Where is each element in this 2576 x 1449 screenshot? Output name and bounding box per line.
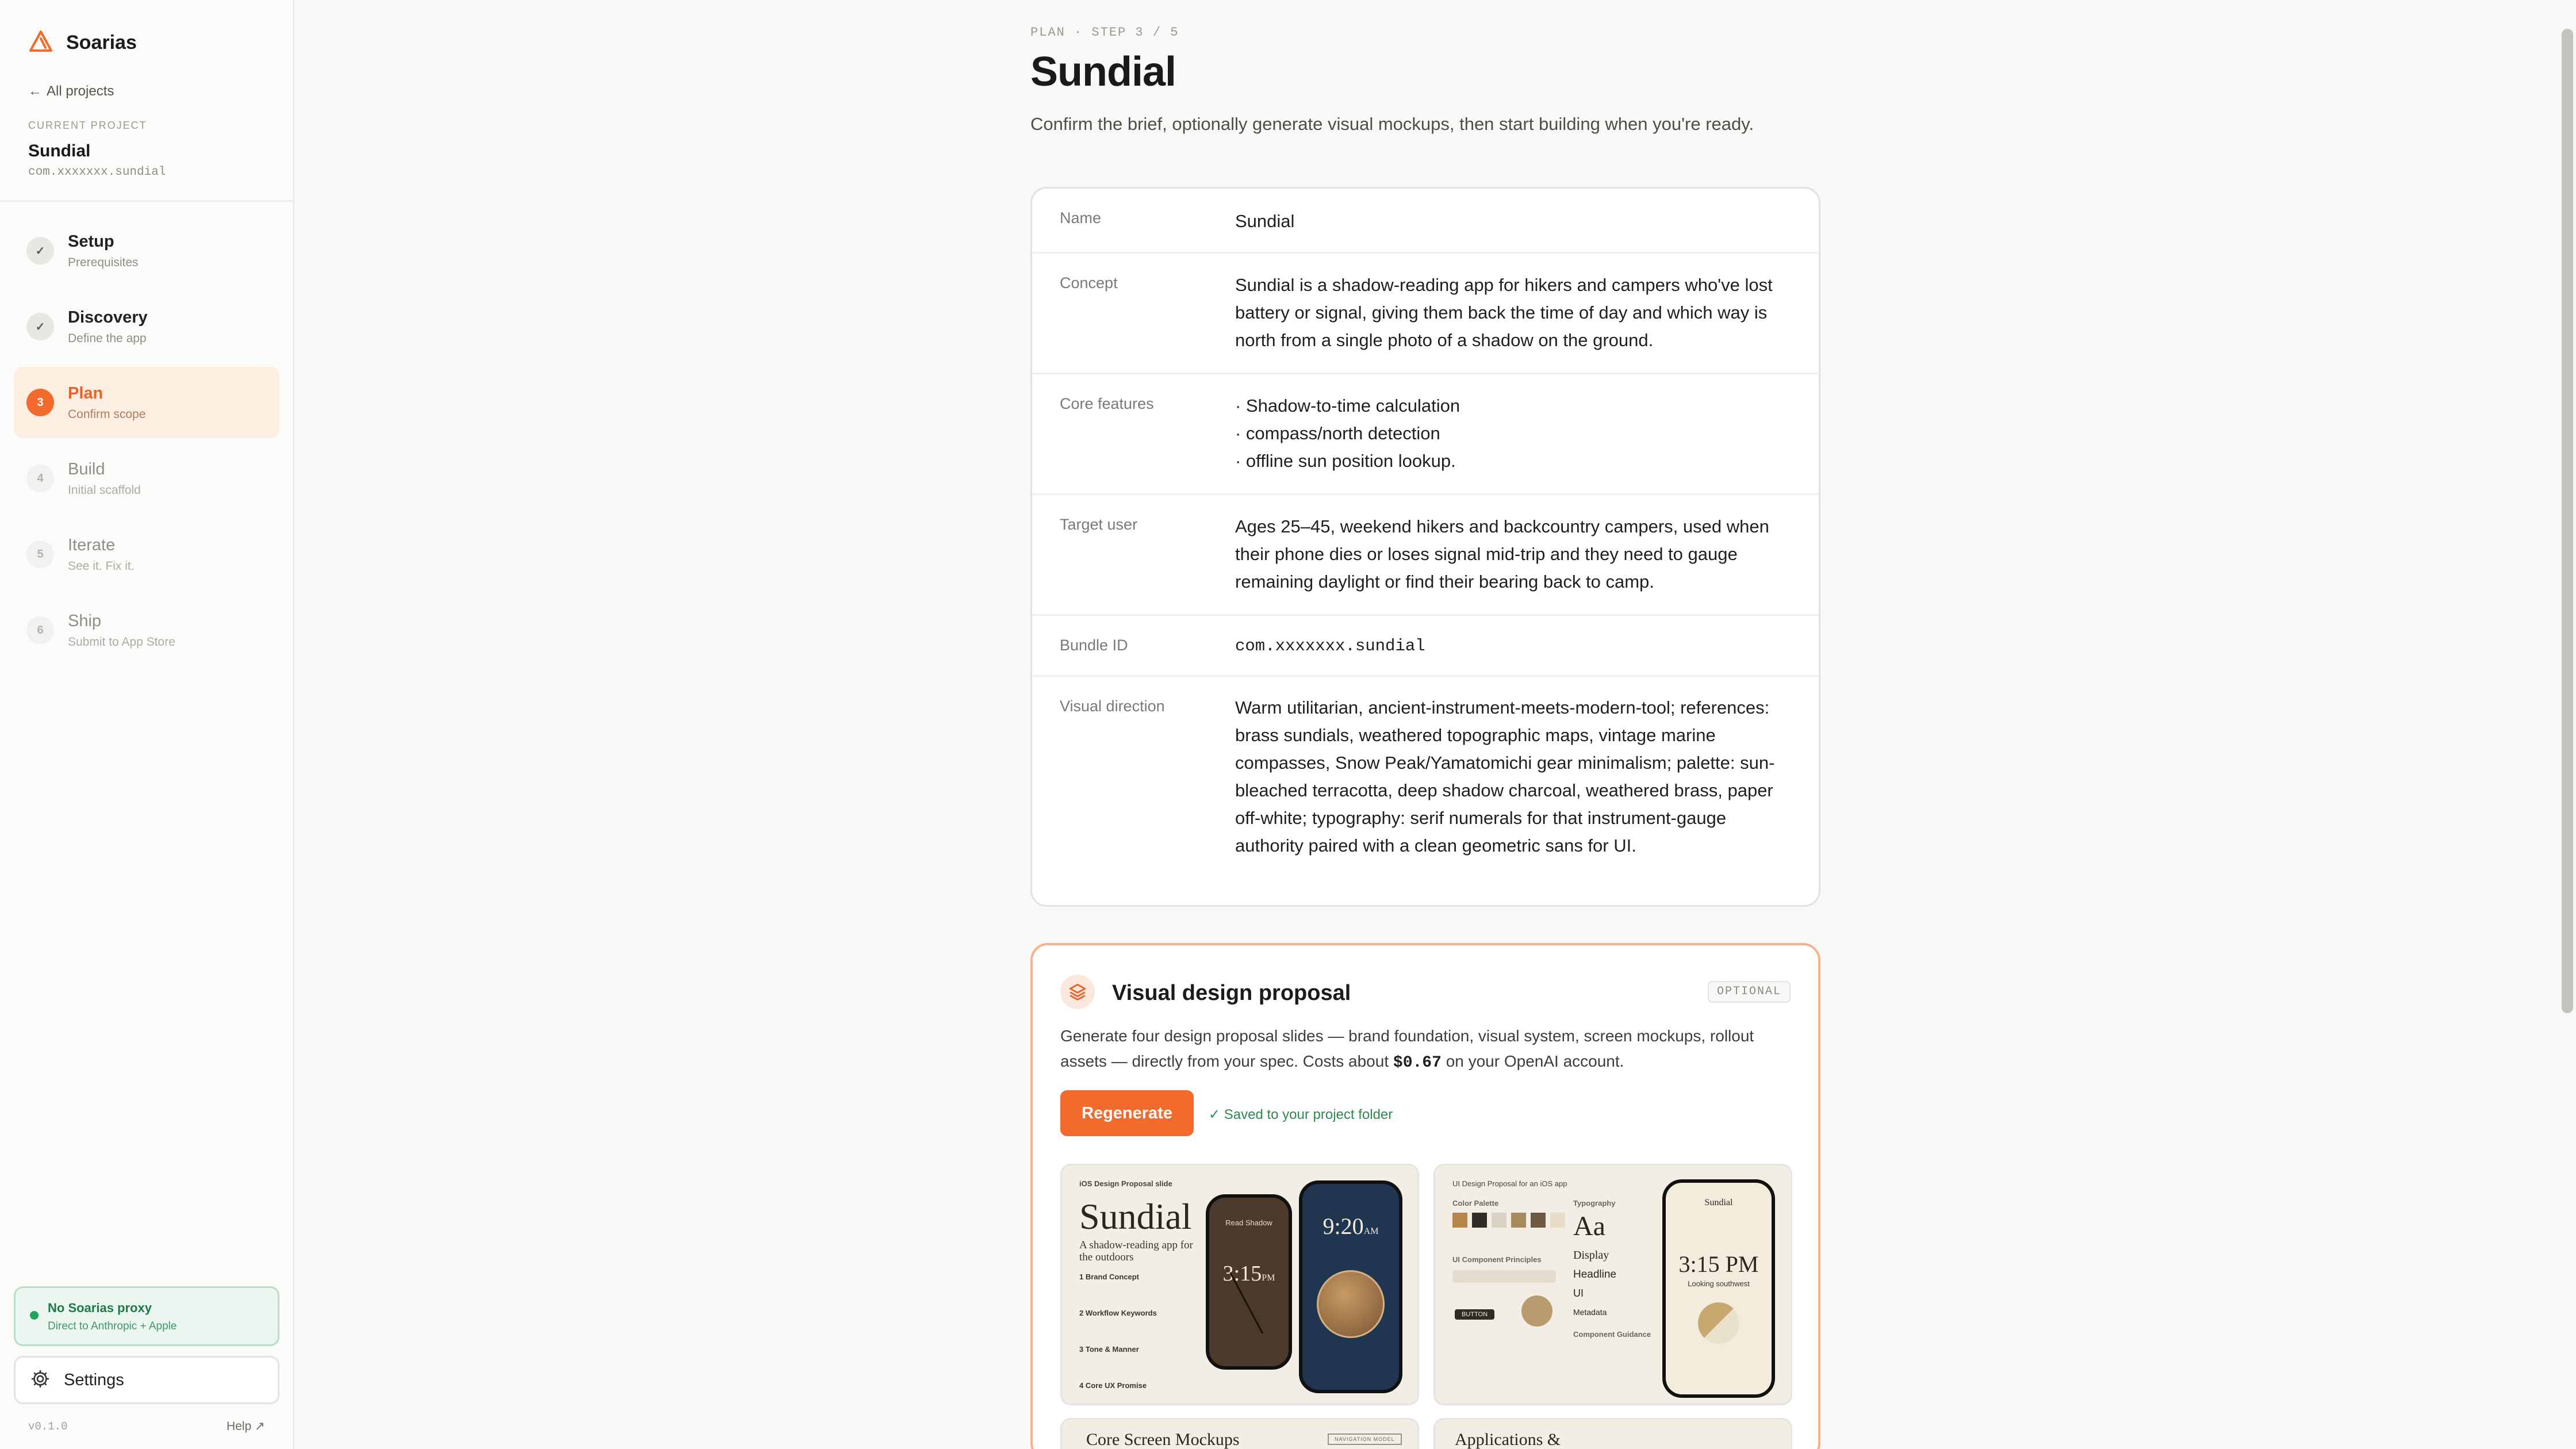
spec-row-target-user [1032, 495, 1819, 616]
spec-row-features [1032, 374, 1819, 495]
all-projects-link[interactable] [28, 83, 114, 99]
spec-value: Sundial [1235, 211, 1295, 231]
step-title: Discovery [68, 308, 148, 327]
swatch [1472, 1213, 1487, 1228]
spec-row-visual-direction [1032, 677, 1819, 907]
palette-heading: Color Palette [1452, 1199, 1499, 1208]
swatch [1492, 1213, 1506, 1228]
proxy-status-card [14, 1286, 279, 1346]
page-title: Sundial [1030, 49, 1176, 95]
phone-mockup-compass [1299, 1180, 1402, 1393]
step-title: Ship [68, 611, 102, 630]
step-item-iterate[interactable] [14, 519, 279, 590]
current-project-bundle-id: com.xxxxxxx.sundial [28, 166, 166, 179]
slide-tagline: A shadow-reading app for the outdoors [1079, 1239, 1193, 1263]
phone-mockup-home [1662, 1179, 1775, 1398]
feature-item: · offline sun position lookup. [1235, 451, 1456, 471]
slide-thumbnail-applications[interactable] [1433, 1418, 1792, 1449]
slide-thumbnail-brand[interactable] [1060, 1164, 1419, 1405]
spec-value: com.xxxxxxx.sundial [1235, 637, 1425, 656]
phone-app-title: Sundial [1704, 1198, 1733, 1208]
spec-label: Visual direction [1060, 697, 1165, 715]
check-icon: ✓ [26, 313, 54, 340]
spec-value: Sundial is a shadow-reading app for hikers and campers who've lost battery or signal, giving them back the time of day and which way is north from a single photo of a shadow on the ground. [1235, 275, 1773, 350]
step-item-plan[interactable] [14, 367, 279, 438]
spec-label: Concept [1060, 274, 1118, 292]
cost-value: $0.67 [1393, 1054, 1442, 1072]
typography-sample: Aa [1573, 1211, 1605, 1241]
compass-icon [1317, 1270, 1385, 1338]
swatch [1550, 1213, 1565, 1228]
optional-badge: OPTIONAL [1708, 981, 1791, 1003]
spec-label: Bundle ID [1060, 637, 1128, 654]
type-level: Metadata [1573, 1308, 1607, 1317]
slide-thumbnail-core-screens[interactable] [1060, 1418, 1419, 1449]
step-subtitle: Prerequisites [68, 255, 139, 269]
dial-mock-icon [1521, 1295, 1552, 1327]
regenerate-button[interactable]: Regenerate [1060, 1090, 1194, 1136]
all-projects-label: All projects [47, 83, 114, 99]
sidebar-divider [0, 200, 293, 202]
saved-status: ✓ Saved to your project folder [1209, 1107, 1393, 1122]
color-palette [1452, 1213, 1565, 1228]
outline-item: 1 Brand Concept [1079, 1272, 1140, 1281]
button-mock: BUTTON [1455, 1309, 1494, 1320]
slide-thumbnail-visual-system[interactable] [1433, 1164, 1792, 1405]
typography-heading: Typography [1573, 1199, 1616, 1208]
spec-label: Target user [1060, 516, 1138, 533]
step-item-ship[interactable] [14, 595, 279, 666]
proposal-description [1060, 1023, 1791, 1076]
outline-item: 3 Tone & Manner [1079, 1345, 1139, 1354]
swatch [1511, 1213, 1526, 1228]
current-project-name: Sundial [28, 141, 91, 160]
vertical-scrollbar[interactable] [2562, 29, 2573, 1013]
settings-button[interactable] [14, 1356, 279, 1404]
step-title: Setup [68, 232, 114, 251]
page-subtitle: Confirm the brief, optionally generate visual mockups, then start building when you're ready. [1030, 114, 1754, 134]
phone-bearing: Looking southwest [1688, 1279, 1750, 1288]
slide-title: Sundial [1079, 1196, 1192, 1237]
soarias-logo-icon [28, 29, 53, 57]
phone-time [1302, 1213, 1399, 1240]
proposal-desc-text: on your OpenAI account. [1446, 1052, 1624, 1070]
spec-card [1030, 187, 1820, 907]
step-title: Iterate [68, 535, 116, 554]
proposal-desc-text: Generate four design proposal slides — brand foundation, visual system, screen mockups, rollout assets — directly from your spec. Costs about [1060, 1027, 1754, 1070]
time-value: 9:20 [1322, 1213, 1364, 1239]
spec-label: Name [1060, 209, 1102, 227]
type-level: Headline [1573, 1268, 1616, 1281]
phone-screen-label: Read Shadow [1225, 1218, 1272, 1227]
step-subtitle: Initial scaffold [68, 483, 141, 497]
step-number: 5 [26, 540, 54, 568]
slide-title: Applications & [1455, 1430, 1561, 1449]
phone-time: 3:15 PM [1678, 1251, 1759, 1277]
spec-label: Core features [1060, 395, 1154, 412]
proxy-status-title: No Soarias proxy [48, 1301, 152, 1315]
type-level: Display [1573, 1249, 1609, 1262]
arrow-left-icon: ← [28, 83, 42, 99]
settings-label: Settings [64, 1370, 124, 1389]
step-title: Plan [68, 384, 103, 402]
slide-caption: iOS Design Proposal slide [1079, 1179, 1172, 1188]
step-subtitle: Confirm scope [68, 407, 146, 421]
proposal-title: Visual design proposal [1112, 981, 1351, 1005]
spec-value: Warm utilitarian, ancient-instrument-meets-modern-tool; references: brass sundials, weathered topographic maps, vintage marine compasses, Snow Peak/Yamatomichi gear minimalism; palette: sun-bleached terracotta, deep shadow charcoal, weathered brass, paper off-white; typography: serif numerals for that instrument-gauge authority paired with a clean geometric sans for UI. [1235, 697, 1775, 856]
current-project-caption: CURRENT PROJECT [28, 120, 147, 131]
time-ampm: PM [1262, 1273, 1275, 1283]
swatch [1452, 1213, 1467, 1228]
step-item-build[interactable] [14, 443, 279, 514]
phone-time [1209, 1261, 1289, 1286]
spec-value: Ages 25–45, weekend hikers and backcountry campers, used when their phone dies or loses signal mid-trip and they need to gauge remaining daylight or find their bearing back to camp. [1235, 516, 1769, 592]
phone-mockup-read-shadow [1206, 1194, 1292, 1370]
time-ampm: AM [1363, 1226, 1379, 1236]
slide-tag: NAVIGATION MODEL [1328, 1433, 1402, 1445]
sun-dial-icon [1698, 1302, 1739, 1344]
components-heading: UI Component Principles [1452, 1255, 1542, 1264]
gear-icon [29, 1368, 51, 1393]
type-levels [1573, 1246, 1616, 1322]
outline-item: 2 Workflow Keywords [1079, 1309, 1157, 1317]
spec-row-name [1032, 189, 1819, 254]
spec-row-bundle-id [1032, 616, 1819, 677]
swatch [1531, 1213, 1546, 1228]
check-icon: ✓ [26, 237, 54, 264]
version-label: v0.1.0 [28, 1420, 68, 1433]
type-level: UI [1573, 1287, 1584, 1299]
feature-item: · Shadow-to-time calculation [1235, 396, 1460, 416]
search-mock-icon [1452, 1270, 1556, 1283]
step-item-setup[interactable] [14, 215, 279, 286]
layers-icon [1060, 975, 1095, 1009]
step-number: 4 [26, 465, 54, 492]
sidebar [0, 0, 294, 1449]
slide-caption: UI Design Proposal for an iOS app [1452, 1179, 1567, 1188]
step-title: Build [68, 459, 105, 478]
step-number: 6 [26, 616, 54, 644]
outline-item: 4 Core UX Promise [1079, 1381, 1147, 1390]
status-dot-icon [30, 1311, 39, 1320]
feature-list [1235, 392, 1787, 475]
brand-name: Soarias [66, 32, 137, 53]
help-link[interactable]: Help ↗ [227, 1420, 265, 1433]
step-list [14, 215, 279, 670]
breadcrumb: PLAN · STEP 3 / 5 [1030, 25, 1179, 40]
step-number: 3 [26, 389, 54, 416]
step-subtitle: See it. Fix it. [68, 559, 135, 573]
proxy-status-subtitle: Direct to Anthropic + Apple [48, 1320, 177, 1332]
step-item-discovery[interactable] [14, 291, 279, 362]
slide-title: Core Screen Mockups [1086, 1430, 1240, 1449]
guidance-heading: Component Guidance [1573, 1330, 1651, 1339]
visual-design-proposal-card [1030, 943, 1820, 1449]
step-subtitle: Define the app [68, 331, 147, 345]
time-value: 3:15 [1222, 1262, 1262, 1286]
step-subtitle: Submit to App Store [68, 635, 175, 649]
brand[interactable] [28, 29, 137, 57]
feature-item: · compass/north detection [1235, 423, 1440, 443]
spec-row-concept [1032, 254, 1819, 374]
slide-outline [1079, 1272, 1200, 1390]
